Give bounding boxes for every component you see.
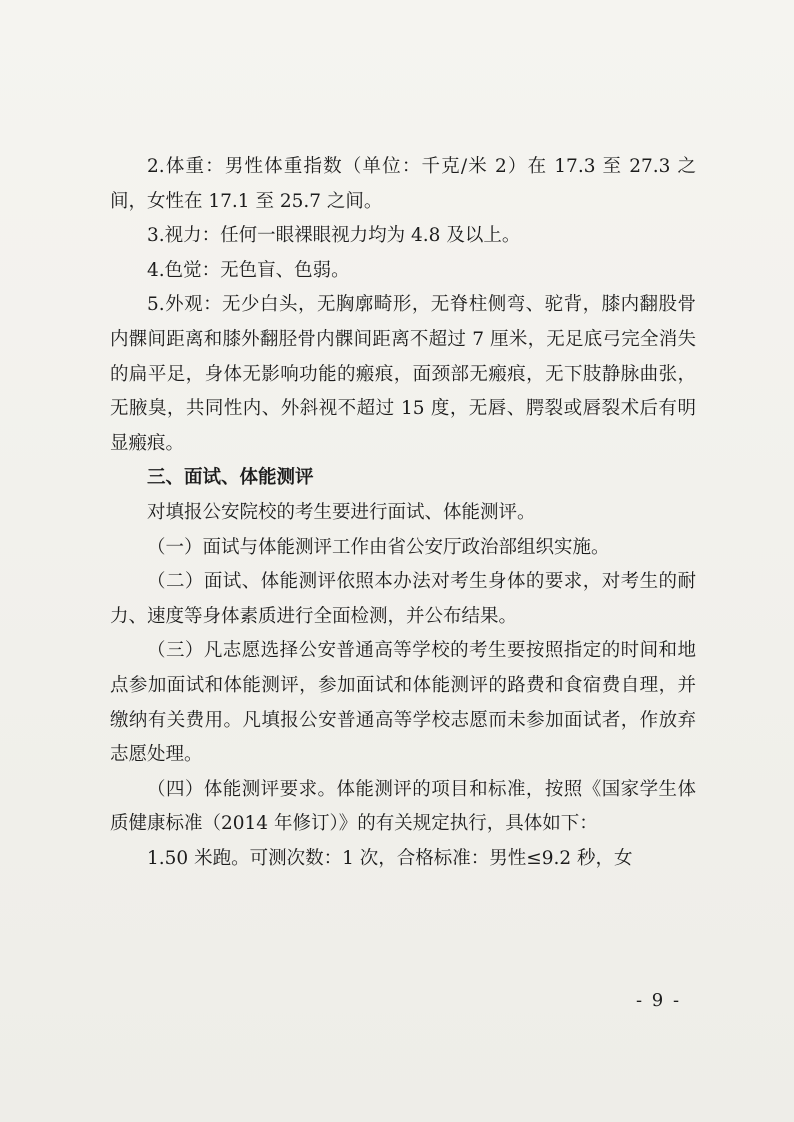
page-number: - 9 - bbox=[636, 990, 682, 1011]
paragraph-50m-run: 1.50 米跑。可测次数：1 次，合格标准：男性≤9.2 秒，女 bbox=[147, 847, 633, 869]
paragraph-appearance: 5.外观：无少白头，无胸廓畸形，无脊柱侧弯、驼背，膝内翻股骨内髁间距离和膝外翻胫骨内髁间距离不超过 7 厘米，无足底弓完全消失的扁平足，身体无影响功能的瘢痕，面颈部无瘢痕，无下肢静脉曲张，无腋臭，共同性内、外斜视不超过 15 度，无唇、腭裂或唇裂术后有明显瘢痕。 bbox=[110, 294, 696, 454]
paragraph-weight: 2.体重：男性体重指数（单位：千克/米 2）在 17.3 至 27.3 之间，女性在 17.1 至 25.7 之间。 bbox=[110, 156, 696, 212]
paragraph-item-1: （一）面试与体能测评工作由省公安厅政治部组织实施。 bbox=[147, 536, 610, 558]
paragraph-color-vision: 4.色觉：无色盲、色弱。 bbox=[147, 259, 350, 281]
paragraph-item-3: （三）凡志愿选择公安普通高等学校的考生要按照指定的时间和地点参加面试和体能测评，参加面试和体能测评的路费和食宿费自理，并缴纳有关费用。凡填报公安普通高等学校志愿而未参加面试者，作放弃志愿处理。 bbox=[110, 640, 696, 766]
paragraph-intro: 对填报公安院校的考生要进行面试、体能测评。 bbox=[147, 501, 536, 523]
paragraph-item-2: （二）面试、体能测评依照本办法对考生身体的要求，对考生的耐力、速度等身体素质进行全面检测，并公布结果。 bbox=[110, 571, 696, 627]
section-heading: 三、面试、体能测评 bbox=[147, 467, 314, 489]
paragraph-vision: 3.视力：任何一眼裸眼视力均为 4.8 及以上。 bbox=[147, 225, 521, 247]
document-body bbox=[110, 150, 696, 876]
paragraph-item-4: （四）体能测评要求。体能测评的项目和标准，按照《国家学生体质健康标准（2014 年修订）》的有关规定执行，具体如下： bbox=[110, 778, 696, 835]
